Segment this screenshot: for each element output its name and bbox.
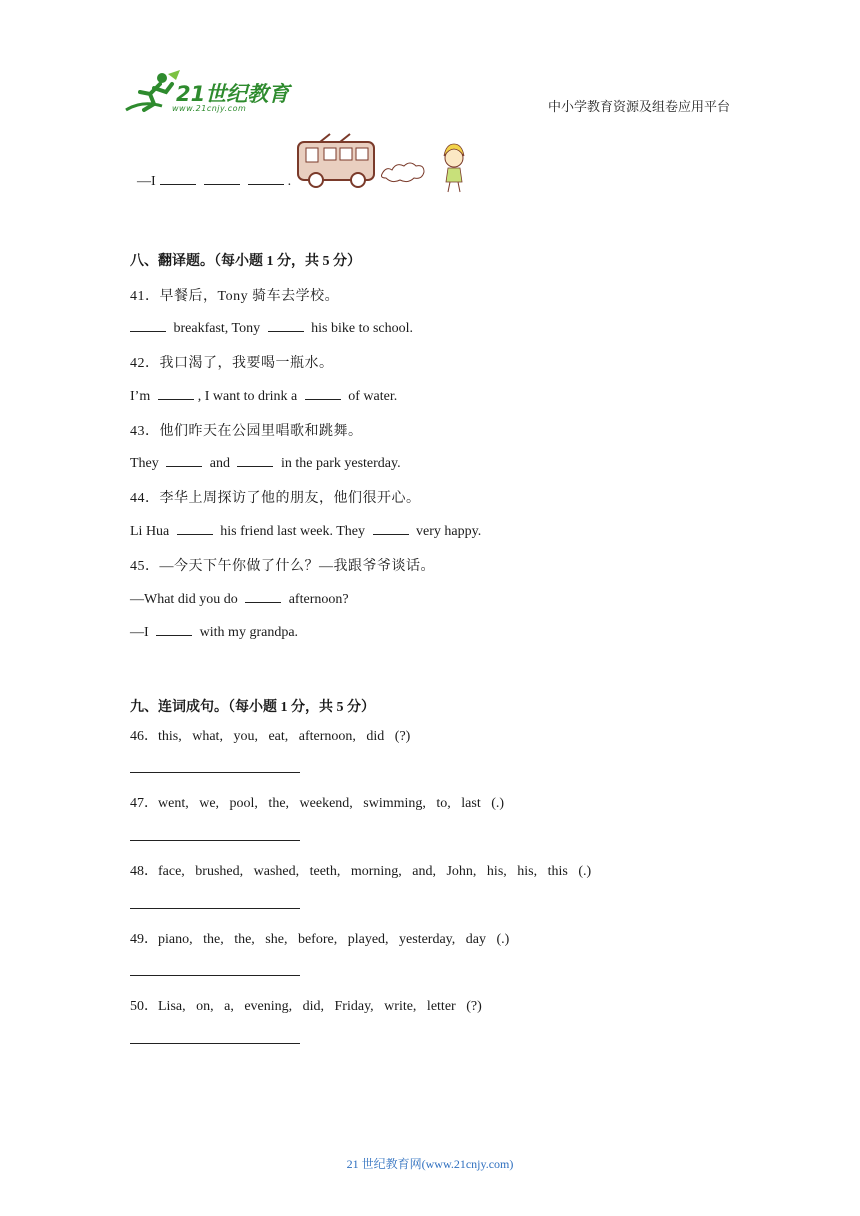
answer-line-48[interactable]	[130, 908, 300, 909]
question-number: 44．	[130, 491, 160, 506]
question-number: 41．	[130, 289, 160, 304]
text: Li Hua	[130, 524, 170, 539]
blank[interactable]	[158, 387, 194, 400]
answer-line-47[interactable]	[130, 840, 300, 841]
top-item-answer: —I .	[137, 174, 292, 189]
text: his friend last week. They	[220, 524, 366, 539]
platform-label: 中小学教育资源及组卷应用平台	[547, 99, 730, 114]
text: breakfast, Tony	[173, 321, 261, 336]
answer-line-50[interactable]	[130, 1043, 300, 1044]
blank[interactable]	[160, 172, 196, 185]
text: and	[209, 456, 230, 471]
question-number: 48．	[130, 864, 158, 879]
text: very happy.	[416, 524, 482, 539]
word-list: piano, the, the, she, before, played, yesterday, day (.)	[158, 932, 510, 947]
question-number: 49．	[130, 932, 158, 947]
question-43-zh	[130, 420, 363, 440]
blank[interactable]	[166, 454, 202, 467]
word-list: Lisa, on, a, evening, did, Friday, write, letter (?)	[158, 999, 482, 1014]
question-text: 李华上周探访了他的朋友，他们很开心。	[159, 491, 421, 506]
question-44-en	[130, 522, 481, 540]
word-list: face, brushed, washed, teeth, morning, and, John, his, his, this (.)	[158, 864, 592, 879]
question-number: 43．	[130, 424, 160, 439]
question-50	[130, 995, 482, 1015]
question-46	[130, 725, 410, 745]
question-42-zh	[130, 352, 334, 372]
question-number: 42．	[130, 356, 160, 371]
blank[interactable]	[156, 623, 192, 636]
question-number: 47．	[130, 796, 158, 811]
question-text: 早餐后，Tony 骑车去学校。	[159, 289, 340, 304]
text: , I want to drink a	[197, 389, 298, 404]
question-45-en-2	[130, 623, 298, 641]
question-49	[130, 928, 509, 948]
blank[interactable]	[373, 522, 409, 535]
logo-url: www.21cnjy.com	[172, 104, 247, 113]
text: afternoon?	[288, 592, 349, 607]
text: his bike to school.	[311, 321, 414, 336]
question-text: 我口渴了，我要喝一瓶水。	[159, 356, 334, 371]
question-number: 46．	[130, 729, 158, 744]
blank[interactable]	[204, 172, 240, 185]
section-9-title: 九、连词成句。（每小题 1 分，共 5 分）	[130, 700, 375, 715]
question-44-zh	[130, 487, 421, 507]
answer-line-46[interactable]	[130, 772, 300, 773]
blank[interactable]	[177, 522, 213, 535]
text: They	[130, 456, 159, 471]
top-item-prefix: —I	[137, 174, 156, 189]
word-list: this, what, you, eat, afternoon, did (?)	[158, 729, 411, 744]
question-43-en	[130, 454, 401, 472]
footer-text: 21 世纪教育网(www.21cnjy.com)	[346, 1157, 514, 1171]
question-number: 45．	[130, 559, 160, 574]
question-48	[130, 860, 591, 880]
text: of water.	[348, 389, 398, 404]
blank[interactable]	[248, 172, 284, 185]
text: —I	[130, 625, 149, 640]
question-45-zh	[130, 555, 435, 575]
question-text: —今天下午你做了什么？—我跟爷爷谈话。	[159, 559, 435, 574]
text: I’m	[130, 389, 151, 404]
question-text: 他们昨天在公园里唱歌和跳舞。	[159, 424, 363, 439]
question-47	[130, 792, 504, 812]
question-41-en	[130, 319, 413, 337]
section-8-title: 八、翻译题。（每小题 1 分，共 5 分）	[130, 254, 361, 269]
question-41-zh	[130, 285, 339, 305]
question-45-en-1	[130, 590, 349, 608]
question-number: 50．	[130, 999, 158, 1014]
blank[interactable]	[305, 387, 341, 400]
text: in the park yesterday.	[280, 456, 401, 471]
blank[interactable]	[268, 319, 304, 332]
word-list: went, we, pool, the, weekend, swimming, to, last (.)	[158, 796, 505, 811]
text: with my grandpa.	[199, 625, 299, 640]
logo-text: 21世纪教育	[176, 82, 290, 106]
blank[interactable]	[237, 454, 273, 467]
question-42-en	[130, 387, 397, 405]
answer-line-49[interactable]	[130, 975, 300, 976]
blank[interactable]	[130, 319, 166, 332]
bus-girl-illustration	[290, 132, 472, 194]
blank[interactable]	[245, 590, 281, 603]
text: —What did you do	[130, 592, 238, 607]
